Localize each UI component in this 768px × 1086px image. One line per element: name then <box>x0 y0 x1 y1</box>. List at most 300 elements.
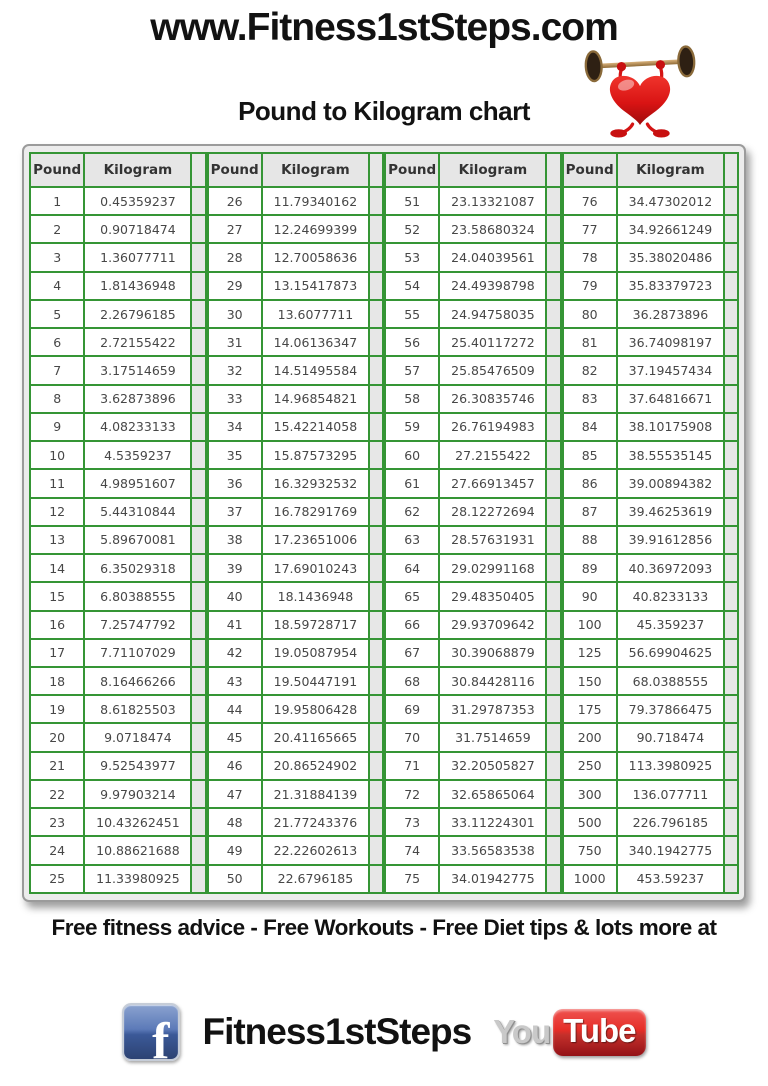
spacer-cell <box>724 526 738 554</box>
table-row <box>385 441 561 469</box>
kilogram-cell: 10.88621688 <box>84 836 191 864</box>
kilogram-cell: 36.74098197 <box>617 328 724 356</box>
pound-cell: 37 <box>208 498 262 526</box>
kilogram-cell: 31.7514659 <box>439 723 546 751</box>
spacer-cell <box>191 865 205 893</box>
pound-cell: 12 <box>30 498 84 526</box>
spacer-cell <box>724 554 738 582</box>
spacer-cell <box>724 215 738 243</box>
kilogram-cell: 23.58680324 <box>439 215 546 243</box>
table-row <box>563 498 739 526</box>
spacer-cell <box>369 808 383 836</box>
spacer-cell <box>369 272 383 300</box>
table-row <box>385 328 561 356</box>
pound-cell: 31 <box>208 328 262 356</box>
pound-cell: 68 <box>385 667 439 695</box>
pound-cell: 4 <box>30 272 84 300</box>
pound-cell: 51 <box>385 187 439 215</box>
pound-cell: 100 <box>563 611 617 639</box>
kilogram-cell: 15.87573295 <box>262 441 369 469</box>
spacer-cell <box>546 526 560 554</box>
table-row <box>563 865 739 893</box>
kilogram-cell: 33.11224301 <box>439 808 546 836</box>
spacer-cell <box>369 526 383 554</box>
pound-cell: 85 <box>563 441 617 469</box>
spacer-cell <box>191 328 205 356</box>
table-row <box>208 187 384 215</box>
table-row <box>563 243 739 271</box>
spacer-cell <box>546 582 560 610</box>
pound-cell: 52 <box>385 215 439 243</box>
spacer-cell <box>369 300 383 328</box>
spacer-cell <box>724 780 738 808</box>
kilogram-cell: 8.16466266 <box>84 667 191 695</box>
kilogram-cell: 22.6796185 <box>262 865 369 893</box>
table-header-row <box>385 153 561 187</box>
table-row <box>385 243 561 271</box>
kilogram-cell: 39.91612856 <box>617 526 724 554</box>
pound-cell: 79 <box>563 272 617 300</box>
pound-column-header: Pound <box>30 153 84 187</box>
conversion-table-group-3 <box>384 152 562 894</box>
spacer-cell <box>546 639 560 667</box>
kilogram-cell: 5.89670081 <box>84 526 191 554</box>
spacer-cell <box>724 328 738 356</box>
spacer-cell <box>191 554 205 582</box>
pound-cell: 89 <box>563 554 617 582</box>
pound-cell: 23 <box>30 808 84 836</box>
spacer-cell <box>191 153 205 187</box>
kilogram-cell: 9.97903214 <box>84 780 191 808</box>
table-row <box>563 300 739 328</box>
kilogram-cell: 24.94758035 <box>439 300 546 328</box>
table-row <box>208 554 384 582</box>
kilogram-cell: 340.1942775 <box>617 836 724 864</box>
kilogram-cell: 31.29787353 <box>439 695 546 723</box>
table-row <box>385 300 561 328</box>
table-row <box>563 187 739 215</box>
pound-cell: 29 <box>208 272 262 300</box>
spacer-cell <box>191 272 205 300</box>
table-row <box>30 526 206 554</box>
table-row <box>563 328 739 356</box>
table-row <box>385 554 561 582</box>
spacer-cell <box>369 215 383 243</box>
table-row <box>563 441 739 469</box>
table-header-row <box>30 153 206 187</box>
spacer-cell <box>724 272 738 300</box>
kilogram-cell: 0.90718474 <box>84 215 191 243</box>
kilogram-cell: 8.61825503 <box>84 695 191 723</box>
heart-lifting-barbell-icon <box>576 36 704 138</box>
table-row <box>563 836 739 864</box>
pound-cell: 54 <box>385 272 439 300</box>
pound-cell: 41 <box>208 611 262 639</box>
spacer-cell <box>369 611 383 639</box>
pound-cell: 57 <box>385 356 439 384</box>
table-row <box>30 836 206 864</box>
kilogram-cell: 40.36972093 <box>617 554 724 582</box>
spacer-cell <box>724 385 738 413</box>
pound-column-header: Pound <box>385 153 439 187</box>
kilogram-cell: 3.62873896 <box>84 385 191 413</box>
pound-cell: 36 <box>208 469 262 497</box>
table-row <box>30 272 206 300</box>
spacer-cell <box>724 667 738 695</box>
table-row <box>208 498 384 526</box>
pound-cell: 6 <box>30 328 84 356</box>
table-row <box>208 667 384 695</box>
pound-cell: 11 <box>30 469 84 497</box>
spacer-cell <box>724 752 738 780</box>
page-title: Pound to Kilogram chart <box>238 96 530 126</box>
spacer-cell <box>546 385 560 413</box>
spacer-cell <box>369 554 383 582</box>
table-header-row <box>208 153 384 187</box>
kilogram-cell: 6.35029318 <box>84 554 191 582</box>
table-row <box>30 695 206 723</box>
kilogram-cell: 15.42214058 <box>262 413 369 441</box>
kilogram-cell: 22.22602613 <box>262 836 369 864</box>
spacer-cell <box>546 243 560 271</box>
table-row <box>30 356 206 384</box>
kilogram-cell: 28.57631931 <box>439 526 546 554</box>
spacer-cell <box>191 385 205 413</box>
table-row <box>563 554 739 582</box>
table-row <box>385 611 561 639</box>
conversion-table-group-1 <box>29 152 207 894</box>
kilogram-cell: 25.40117272 <box>439 328 546 356</box>
pound-cell: 42 <box>208 639 262 667</box>
pound-cell: 44 <box>208 695 262 723</box>
table-row <box>385 780 561 808</box>
spacer-cell <box>724 187 738 215</box>
pound-cell: 77 <box>563 215 617 243</box>
kilogram-cell: 14.96854821 <box>262 385 369 413</box>
spacer-cell <box>191 413 205 441</box>
pound-cell: 61 <box>385 469 439 497</box>
kilogram-cell: 45.359237 <box>617 611 724 639</box>
pound-cell: 81 <box>563 328 617 356</box>
spacer-cell <box>191 780 205 808</box>
kilogram-cell: 2.72155422 <box>84 328 191 356</box>
kilogram-cell: 34.01942775 <box>439 865 546 893</box>
kilogram-cell: 10.43262451 <box>84 808 191 836</box>
table-row <box>30 385 206 413</box>
spacer-cell <box>546 328 560 356</box>
spacer-cell <box>191 300 205 328</box>
table-row <box>385 808 561 836</box>
spacer-cell <box>191 356 205 384</box>
barbell <box>585 46 695 81</box>
kilogram-cell: 4.5359237 <box>84 441 191 469</box>
table-row <box>208 780 384 808</box>
spacer-cell <box>546 356 560 384</box>
pound-cell: 15 <box>30 582 84 610</box>
table-row <box>385 695 561 723</box>
pound-cell: 8 <box>30 385 84 413</box>
pound-cell: 55 <box>385 300 439 328</box>
pound-cell: 17 <box>30 639 84 667</box>
pound-cell: 150 <box>563 667 617 695</box>
kilogram-cell: 29.93709642 <box>439 611 546 639</box>
pound-cell: 90 <box>563 582 617 610</box>
kilogram-cell: 20.86524902 <box>262 752 369 780</box>
kilogram-cell: 14.06136347 <box>262 328 369 356</box>
pound-cell: 24 <box>30 836 84 864</box>
pound-cell: 10 <box>30 441 84 469</box>
pound-cell: 64 <box>385 554 439 582</box>
table-row <box>208 582 384 610</box>
table-row <box>208 215 384 243</box>
spacer-cell <box>369 413 383 441</box>
spacer-cell <box>546 836 560 864</box>
spacer-cell <box>546 441 560 469</box>
kilogram-cell: 26.30835746 <box>439 385 546 413</box>
kilogram-cell: 33.56583538 <box>439 836 546 864</box>
kilogram-cell: 40.8233133 <box>617 582 724 610</box>
kilogram-cell: 34.47302012 <box>617 187 724 215</box>
spacer-cell <box>191 611 205 639</box>
table-row <box>385 272 561 300</box>
pound-cell: 27 <box>208 215 262 243</box>
kilogram-cell: 11.79340162 <box>262 187 369 215</box>
table-row <box>208 413 384 441</box>
pound-column-header: Pound <box>208 153 262 187</box>
conversion-tables <box>29 152 739 894</box>
kilogram-cell: 29.48350405 <box>439 582 546 610</box>
kilogram-cell: 3.17514659 <box>84 356 191 384</box>
spacer-cell <box>546 469 560 497</box>
spacer-cell <box>724 243 738 271</box>
table-row <box>30 611 206 639</box>
table-row <box>563 639 739 667</box>
kilogram-cell: 13.15417873 <box>262 272 369 300</box>
pound-cell: 83 <box>563 385 617 413</box>
pound-cell: 20 <box>30 723 84 751</box>
spacer-cell <box>191 243 205 271</box>
table-row <box>385 865 561 893</box>
pound-cell: 74 <box>385 836 439 864</box>
kilogram-cell: 25.85476509 <box>439 356 546 384</box>
table-row <box>208 865 384 893</box>
pound-cell: 500 <box>563 808 617 836</box>
table-row <box>563 272 739 300</box>
table-row <box>208 526 384 554</box>
spacer-cell <box>369 469 383 497</box>
kilogram-cell: 37.19457434 <box>617 356 724 384</box>
pound-cell: 53 <box>385 243 439 271</box>
kilogram-column-header: Kilogram <box>617 153 724 187</box>
table-row <box>385 469 561 497</box>
table-row <box>208 695 384 723</box>
pound-cell: 76 <box>563 187 617 215</box>
kilogram-cell: 32.20505827 <box>439 752 546 780</box>
spacer-cell <box>724 356 738 384</box>
kilogram-cell: 9.52543977 <box>84 752 191 780</box>
spacer-cell <box>191 187 205 215</box>
kilogram-cell: 7.71107029 <box>84 639 191 667</box>
table-row <box>208 272 384 300</box>
spacer-cell <box>546 272 560 300</box>
youtube-logo <box>493 1009 645 1056</box>
pound-cell: 40 <box>208 582 262 610</box>
kilogram-cell: 18.59728717 <box>262 611 369 639</box>
kilogram-cell: 26.76194983 <box>439 413 546 441</box>
table-row <box>208 356 384 384</box>
pound-cell: 300 <box>563 780 617 808</box>
kilogram-cell: 20.41165665 <box>262 723 369 751</box>
site-title: www.Fitness1stSteps.com <box>150 6 618 49</box>
table-row <box>208 328 384 356</box>
pound-cell: 46 <box>208 752 262 780</box>
table-row <box>30 243 206 271</box>
pound-cell: 71 <box>385 752 439 780</box>
brand-name: Fitness1stSteps <box>202 1011 472 1052</box>
spacer-cell <box>546 611 560 639</box>
table-row <box>30 187 206 215</box>
pound-cell: 48 <box>208 808 262 836</box>
table-row <box>385 413 561 441</box>
spacer-cell <box>724 498 738 526</box>
pound-cell: 13 <box>30 526 84 554</box>
kilogram-cell: 24.49398798 <box>439 272 546 300</box>
table-row <box>208 441 384 469</box>
spacer-cell <box>369 836 383 864</box>
pound-cell: 50 <box>208 865 262 893</box>
kilogram-cell: 38.55535145 <box>617 441 724 469</box>
pound-cell: 73 <box>385 808 439 836</box>
pound-cell: 21 <box>30 752 84 780</box>
pound-cell: 49 <box>208 836 262 864</box>
pound-cell: 80 <box>563 300 617 328</box>
table-row <box>563 526 739 554</box>
kilogram-cell: 1.36077711 <box>84 243 191 271</box>
brand-row <box>0 1003 768 1061</box>
table-row <box>30 780 206 808</box>
pound-cell: 2 <box>30 215 84 243</box>
kilogram-cell: 30.39068879 <box>439 639 546 667</box>
kilogram-cell: 39.00894382 <box>617 469 724 497</box>
kilogram-cell: 12.70058636 <box>262 243 369 271</box>
spacer-cell <box>369 356 383 384</box>
spacer-cell <box>191 639 205 667</box>
spacer-cell <box>191 836 205 864</box>
pound-cell: 72 <box>385 780 439 808</box>
kilogram-cell: 28.12272694 <box>439 498 546 526</box>
table-row <box>385 187 561 215</box>
pound-cell: 86 <box>563 469 617 497</box>
pound-cell: 1000 <box>563 865 617 893</box>
pound-cell: 65 <box>385 582 439 610</box>
table-row <box>563 469 739 497</box>
spacer-cell <box>724 611 738 639</box>
youtube-tube-badge: Tube <box>553 1009 645 1056</box>
kilogram-cell: 39.46253619 <box>617 498 724 526</box>
table-row <box>385 723 561 751</box>
pound-cell: 43 <box>208 667 262 695</box>
pound-cell: 25 <box>30 865 84 893</box>
kilogram-cell: 453.59237 <box>617 865 724 893</box>
pound-cell: 69 <box>385 695 439 723</box>
pound-cell: 200 <box>563 723 617 751</box>
kilogram-cell: 56.69904625 <box>617 639 724 667</box>
pound-column-header: Pound <box>563 153 617 187</box>
kilogram-cell: 19.95806428 <box>262 695 369 723</box>
pound-cell: 62 <box>385 498 439 526</box>
table-row <box>563 723 739 751</box>
spacer-cell <box>724 413 738 441</box>
kilogram-cell: 0.45359237 <box>84 187 191 215</box>
kilogram-cell: 226.796185 <box>617 808 724 836</box>
pound-cell: 84 <box>563 413 617 441</box>
pound-cell: 19 <box>30 695 84 723</box>
spacer-cell <box>369 639 383 667</box>
pound-cell: 250 <box>563 752 617 780</box>
kilogram-cell: 29.02991168 <box>439 554 546 582</box>
kilogram-cell: 18.1436948 <box>262 582 369 610</box>
kilogram-cell: 5.44310844 <box>84 498 191 526</box>
spacer-cell <box>369 695 383 723</box>
spacer-cell <box>724 300 738 328</box>
table-row <box>30 328 206 356</box>
spacer-cell <box>369 153 383 187</box>
pound-cell: 22 <box>30 780 84 808</box>
spacer-cell <box>546 413 560 441</box>
conversion-chart-panel <box>22 144 746 902</box>
kilogram-cell: 36.2873896 <box>617 300 724 328</box>
spacer-cell <box>724 695 738 723</box>
table-row <box>385 356 561 384</box>
table-row <box>208 469 384 497</box>
pound-cell: 5 <box>30 300 84 328</box>
spacer-cell <box>191 808 205 836</box>
table-row <box>208 611 384 639</box>
conversion-table-group-2 <box>207 152 385 894</box>
pound-cell: 175 <box>563 695 617 723</box>
spacer-cell <box>369 385 383 413</box>
pound-cell: 66 <box>385 611 439 639</box>
spacer-cell <box>191 723 205 751</box>
kilogram-cell: 16.32932532 <box>262 469 369 497</box>
pound-cell: 88 <box>563 526 617 554</box>
kilogram-cell: 136.077711 <box>617 780 724 808</box>
table-row <box>563 808 739 836</box>
pound-cell: 125 <box>563 639 617 667</box>
kilogram-cell: 6.80388555 <box>84 582 191 610</box>
table-row <box>385 582 561 610</box>
table-row <box>208 808 384 836</box>
pound-cell: 56 <box>385 328 439 356</box>
kilogram-cell: 16.78291769 <box>262 498 369 526</box>
table-header-row <box>563 153 739 187</box>
table-row <box>563 611 739 639</box>
facebook-icon <box>122 1003 180 1061</box>
spacer-cell <box>369 441 383 469</box>
kilogram-cell: 19.50447191 <box>262 667 369 695</box>
table-row <box>208 752 384 780</box>
pound-cell: 34 <box>208 413 262 441</box>
spacer-cell <box>546 153 560 187</box>
table-row <box>563 667 739 695</box>
spacer-cell <box>369 780 383 808</box>
table-row <box>563 413 739 441</box>
kilogram-cell: 4.98951607 <box>84 469 191 497</box>
pound-cell: 1 <box>30 187 84 215</box>
kilogram-cell: 32.65865064 <box>439 780 546 808</box>
table-row <box>30 300 206 328</box>
pound-cell: 7 <box>30 356 84 384</box>
